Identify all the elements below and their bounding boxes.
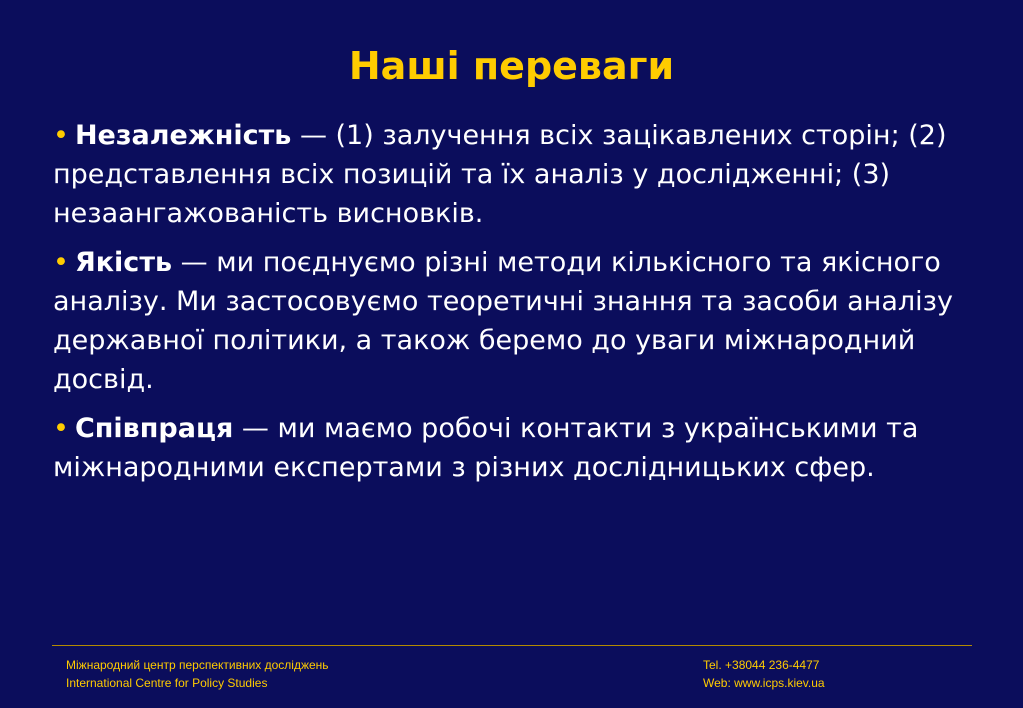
advantage-independence xyxy=(53,116,1003,233)
advantage-cooperation xyxy=(53,409,1003,487)
slide-title: Наші переваги xyxy=(348,44,675,88)
contact-website: Web: www.icps.kiev.ua xyxy=(703,676,825,690)
advantage-term: Незалежність xyxy=(74,120,292,151)
advantage-quality xyxy=(53,243,1003,399)
contact-phone: Tel. +38044 236-4477 xyxy=(703,658,820,672)
advantage-description: — ми маємо робочі контакти з українськими та міжнародними експертами з різних дослідницьких сфер. xyxy=(53,413,919,483)
org-name-uk: Міжнародний центр перспективних досліджень xyxy=(66,658,329,672)
advantage-term: Якість xyxy=(74,247,173,278)
bullet-icon: • xyxy=(53,413,69,444)
footer-contacts xyxy=(703,656,825,692)
advantage-term: Співпраця xyxy=(74,413,234,444)
bullet-icon: • xyxy=(53,247,69,278)
org-name-en: International Centre for Policy Studies xyxy=(66,676,268,690)
footer-divider xyxy=(52,645,972,646)
bullet-icon: • xyxy=(53,120,69,151)
advantage-description: — ми поєднуємо різні методи кількісного та якісного аналізу. Ми застосовуємо теоретичні знання та засоби аналізу державної політики, а також беремо до уваги міжнародний досвід. xyxy=(53,247,953,395)
footer-organization xyxy=(66,656,329,692)
advantage-description: — (1) залучення всіх зацікавлених сторін; (2) представлення всіх позицій та їх аналіз у дослідженні; (3) незаангажованість висновків. xyxy=(53,120,947,229)
advantages-list xyxy=(53,116,1003,497)
